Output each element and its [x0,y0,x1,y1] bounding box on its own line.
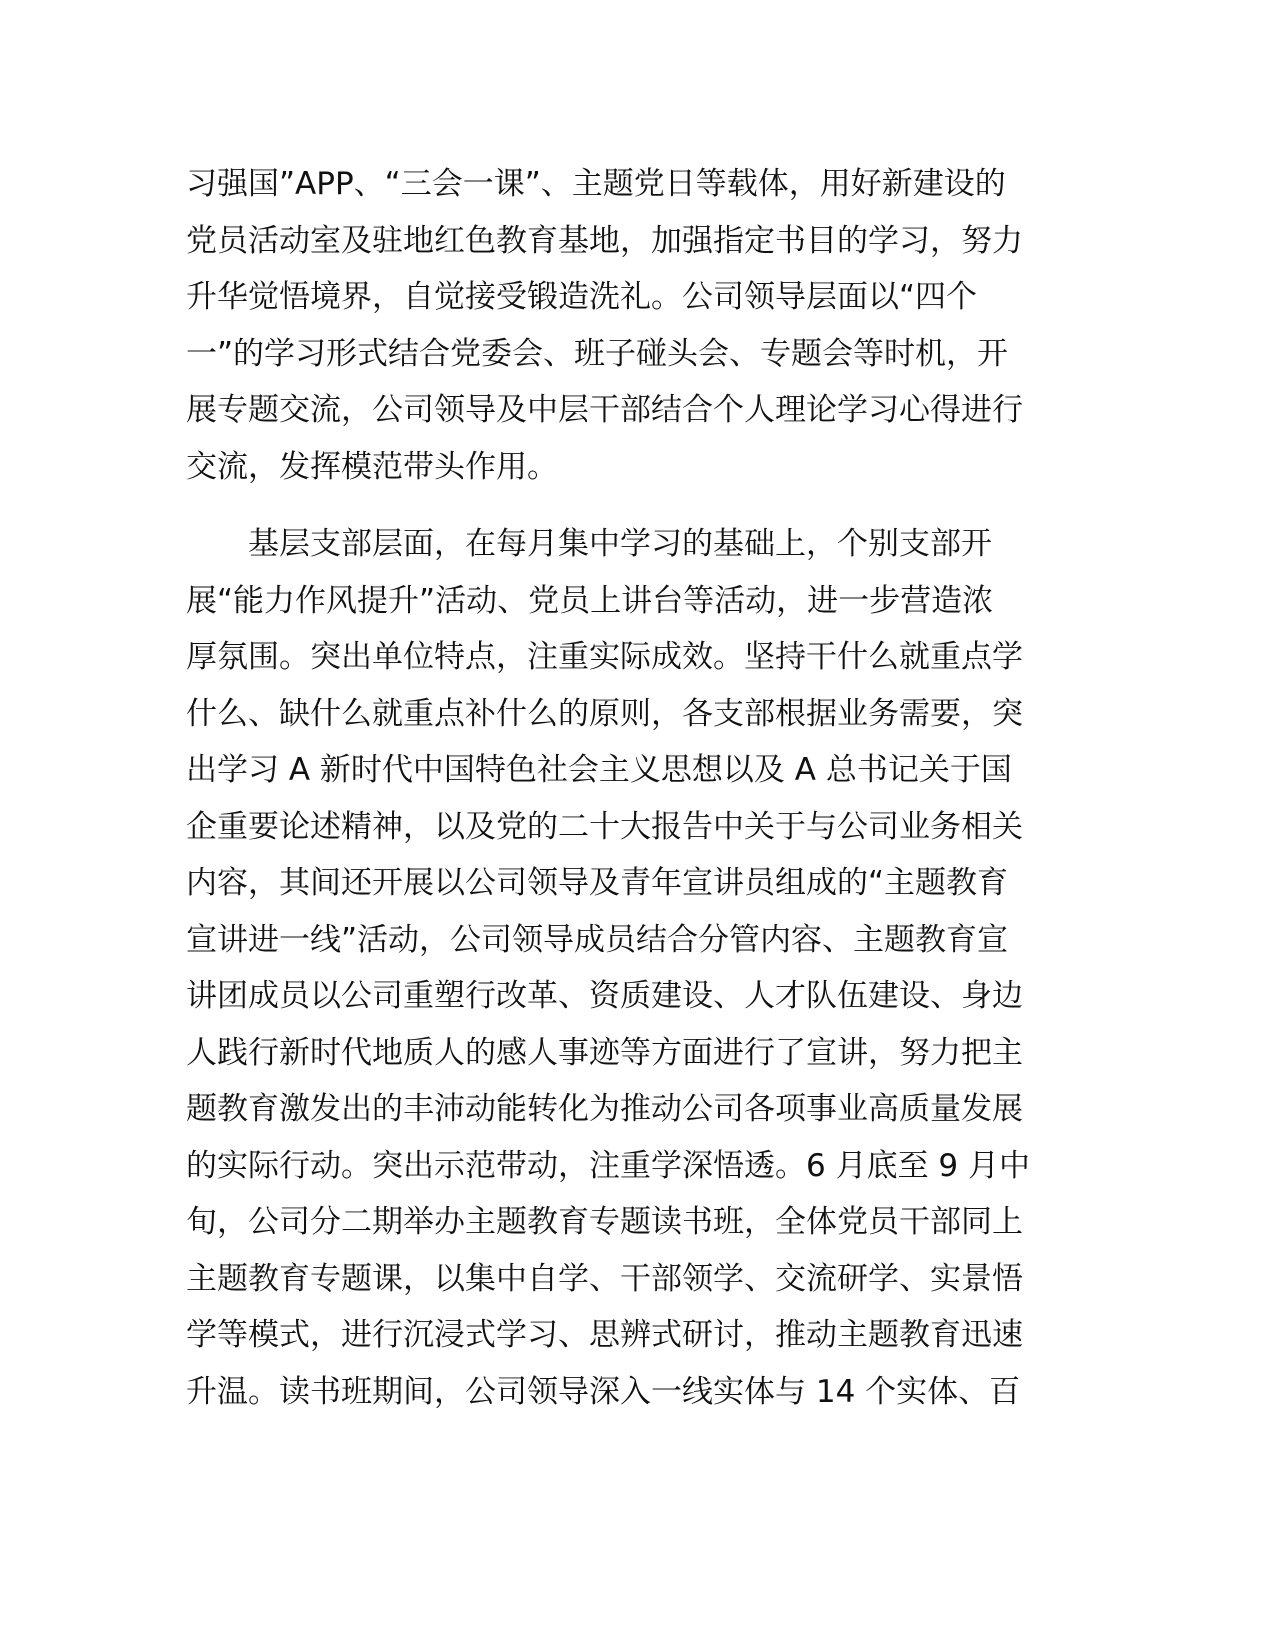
paragraph-2-line: 基层支部层面，在每月集中学习的基础上，个别支部开 [186,526,992,562]
paragraph-2 [186,516,1080,1420]
paragraph-2-line: 宣讲进一线”活动，公司领导成员结合分管内容、主题教育宣 [186,921,1009,958]
paragraph-1-line: 习强国”APP、“三会一课”、主题党日等载体，用好新建设的 [186,166,1006,202]
paragraph-2-line: 展“能力作风提升”活动、党员上讲台等活动，进一步营造浓 [186,582,994,619]
paragraph-2-line: 出学习 A 新时代中国特色社会主义思想以及 A 总书记关于国 [186,752,1012,788]
paragraph-2-line: 旬，公司分二期举办主题教育专题读书班，全体党员干部同上 [186,1204,1023,1240]
paragraph-2-line: 题教育激发出的丰沛动能转化为推动公司各项事业高质量发展 [186,1091,1023,1127]
paragraph-1 [186,156,1080,495]
paragraph-2-line: 人践行新时代地质人的感人事迹等方面进行了宣讲，努力把主 [186,1034,1023,1071]
paragraph-2-line: 什么、缺什么就重点补什么的原则，各支部根据业务需要，突 [186,695,1023,732]
paragraph-2-line: 主题教育专题课，以集中自学、干部领学、交流研学、实景悟 [186,1260,1023,1297]
paragraph-2-line: 升温。读书班期间，公司领导深入一线实体与 14 个实体、百 [186,1373,1021,1410]
paragraph-2-line: 讲团成员以公司重塑行改革、资质建设、人才队伍建设、身边 [186,978,1023,1014]
paragraph-2-line: 厚氛围。突出单位特点，注重实际成效。坚持干什么就重点学 [186,639,1023,675]
paragraph-2-line: 学等模式，进行沉浸式学习、思辨式研讨，推动主题教育迅速 [186,1317,1023,1353]
paragraph-2-line: 内容，其间还开展以公司领导及青年宣讲员组成的“主题教育 [186,865,1009,901]
paragraph-1-line: 展专题交流，公司领导及中层干部结合个人理论学习心得进行 [186,392,1023,428]
paragraph-1-line: 交流，发挥模范带头作用。 [186,448,558,485]
paragraph-1-line: 升华觉悟境界，自觉接受锻造洗礼。公司领导层面以“四个 [186,279,978,315]
paragraph-2-line: 的实际行动。突出示范带动，注重学深悟透。6 月底至 9 月中 [186,1147,1031,1184]
paragraph-2-line: 企重要论述精神，以及党的二十大报告中关于与公司业务相关 [186,808,1023,845]
paragraph-1-line: 一”的学习形式结合党委会、班子碰头会、专题会等时机，开 [186,335,1009,372]
paragraph-1-line: 党员活动室及驻地红色教育基地，加强指定书目的学习，努力 [186,222,1023,259]
